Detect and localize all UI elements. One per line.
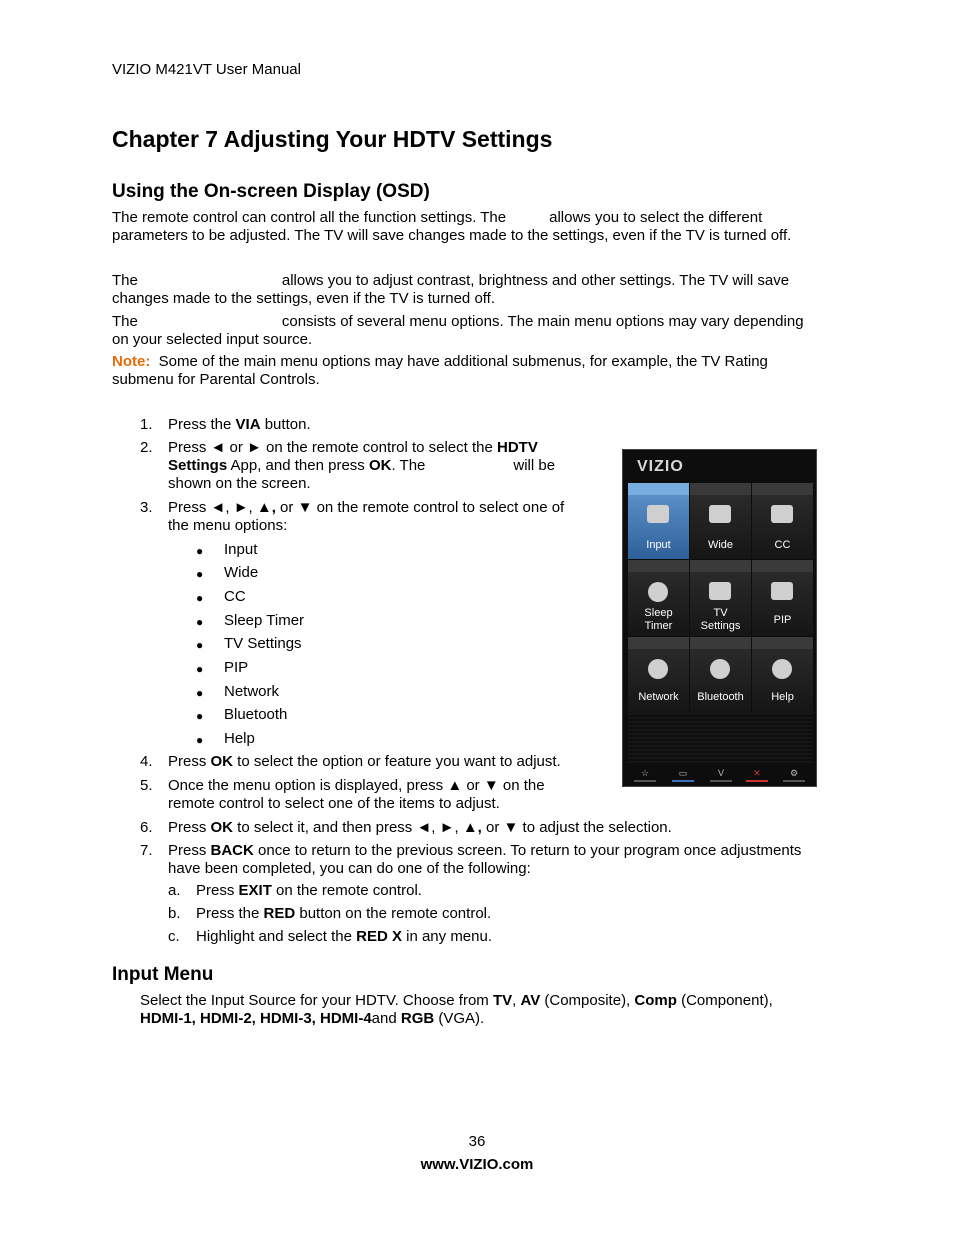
menu-empty-area	[628, 713, 813, 765]
input-bold: RGB	[400, 1010, 435, 1027]
tile-bluetooth[interactable]	[690, 637, 751, 713]
step-text: Once the menu option is displayed, press ▲ or ▼ on the	[168, 777, 545, 794]
menu-bottom-bar	[628, 768, 813, 782]
step-bold: Settings	[168, 457, 228, 474]
tv-settings-icon	[709, 582, 731, 600]
input-bold: AV	[520, 992, 541, 1009]
page-header: VIZIO M421VT User Manual	[112, 61, 301, 78]
tile-label: Wide	[707, 539, 734, 551]
step-number: 4.	[140, 753, 153, 770]
osd-para2-text-a: The	[112, 272, 138, 289]
question-icon	[772, 659, 792, 679]
chapter-title: Chapter 7 Adjusting Your HDTV Settings	[112, 126, 553, 152]
input-text: Select the Input Source for your HDTV. Choose from	[140, 992, 493, 1009]
step-number: 1.	[140, 416, 153, 433]
step-bold: BACK	[210, 842, 254, 859]
bullet-dot-icon: ●	[196, 709, 204, 723]
bullet-dot-icon: ●	[196, 733, 204, 747]
step-number: b.	[168, 905, 181, 922]
step-text: to select it, and then press ◄, ►,	[233, 819, 463, 836]
bluetooth-icon	[710, 659, 730, 679]
step-text: Highlight and select the	[196, 928, 357, 945]
step-text: Press the	[196, 905, 264, 922]
osd-paragraph-2	[112, 272, 842, 308]
step-text: App, and then press	[227, 457, 369, 474]
tile-label: PIP	[773, 614, 792, 626]
osd-paragraph-1	[112, 209, 842, 245]
bullet-text: TV Settings	[224, 635, 302, 652]
tile-label: Sleep Timer	[644, 607, 673, 632]
widget-icon[interactable]: ▭	[672, 768, 694, 782]
page-number: 36	[468, 1133, 486, 1150]
step-bold: RED X	[356, 928, 402, 945]
bullet-dot-icon: ●	[196, 686, 204, 700]
tile-wide[interactable]	[690, 483, 751, 559]
footer-url[interactable]: www.VIZIO.com	[420, 1156, 534, 1173]
osd-para1-text-a: The remote control can control all the function settings. The	[112, 209, 507, 226]
note-paragraph	[112, 353, 842, 389]
bullet-dot-icon: ●	[196, 544, 204, 558]
step-text: in any menu.	[401, 928, 493, 945]
input-text: (Composite),	[540, 992, 635, 1009]
note-text-2: submenu for Parental Controls.	[112, 371, 320, 388]
step-bold: OK	[368, 457, 392, 474]
osd-para3-text-a: The	[112, 313, 138, 330]
vizio-logo: VIZIO	[637, 458, 684, 475]
bullet-dot-icon: ●	[196, 638, 204, 652]
bullet-text: Bluetooth	[224, 706, 288, 723]
step-text: on the remote control.	[271, 882, 422, 899]
step-text: Press	[168, 842, 211, 859]
bullet-text: Network	[224, 683, 280, 700]
step-text: to select the option or feature you want to adjust.	[233, 753, 561, 770]
tv-menu-screenshot	[622, 449, 817, 787]
step-number: 3.	[140, 499, 153, 516]
tile-tv-settings[interactable]	[690, 560, 751, 636]
pip-screen-icon	[771, 582, 793, 600]
step-text: the menu options:	[168, 517, 288, 534]
globe-icon	[648, 659, 668, 679]
step-text: Press ◄ or ► on the remote control to select the	[168, 439, 498, 456]
osd-para1-text-c: parameters to be adjusted. The TV will save changes made to the settings, even if the TV is turned off.	[112, 227, 792, 244]
bullet-dot-icon: ●	[196, 567, 204, 581]
step-number: 2.	[140, 439, 153, 456]
osd-para1-text-b: allows you to select the different	[549, 209, 763, 226]
step-text: Press	[168, 819, 211, 836]
step-text: once to return to the previous screen. To return to your program once adjustments	[253, 842, 802, 859]
tile-label: Bluetooth	[697, 691, 744, 703]
tile-pip[interactable]	[752, 560, 813, 636]
bullet-dot-icon: ●	[196, 662, 204, 676]
step-text: or ▼ on the remote control to select one of	[275, 499, 565, 516]
step-text: shown on the screen.	[168, 475, 311, 492]
alarm-clock-icon	[648, 582, 668, 602]
step-text: have been completed, you can do one of the following:	[168, 860, 531, 877]
input-bold: HDMI-1, HDMI-2, HDMI-3, HDMI-4	[140, 1010, 372, 1027]
step-text: remote control to select one of the items to adjust.	[168, 795, 500, 812]
step-number: c.	[168, 928, 180, 945]
tile-label: CC	[774, 539, 791, 551]
input-cable-icon	[647, 505, 669, 523]
note-text: Some of the main menu options may have additional submenus, for example, the TV Rating	[158, 353, 768, 370]
tile-help[interactable]	[752, 637, 813, 713]
step-bold: ▲,	[256, 499, 276, 516]
osd-para2-text-c: changes made to the settings, even if the TV is turned off.	[112, 290, 496, 307]
osd-para2-text-b: allows you to adjust contrast, brightness and other settings. The TV will save	[281, 272, 790, 289]
step-text: button.	[260, 416, 311, 433]
osd-para3-text-c: on your selected input source.	[112, 331, 313, 348]
step-text: Press	[196, 882, 239, 899]
input-menu-paragraph	[140, 992, 840, 1028]
favorite-icon[interactable]: ☆	[634, 768, 656, 782]
step-bold: ▲,	[462, 819, 482, 836]
input-text: (VGA).	[434, 1010, 485, 1027]
tile-input[interactable]	[628, 483, 689, 559]
close-icon[interactable]: ✕	[746, 768, 768, 782]
closed-caption-icon	[771, 505, 793, 523]
bullet-text: Help	[224, 730, 255, 747]
step-text: will be	[513, 457, 556, 474]
tile-network[interactable]	[628, 637, 689, 713]
step-text: . The	[391, 457, 426, 474]
tile-label: TV Settings	[700, 607, 741, 632]
osd-paragraph-3	[112, 313, 842, 349]
step-bold: HDTV	[497, 439, 538, 456]
step-number: a.	[168, 882, 181, 899]
tile-sleep-timer[interactable]	[628, 560, 689, 636]
step-number: 5.	[140, 777, 153, 794]
tile-label: Help	[771, 691, 794, 703]
vizio-v-icon[interactable]: V	[710, 768, 732, 782]
tile-label: Input	[646, 539, 671, 551]
bullet-text: PIP	[224, 659, 249, 676]
note-label: Note:	[112, 353, 151, 370]
step-text: Press the	[168, 416, 236, 433]
input-text: ,	[512, 992, 521, 1009]
input-bold: Comp	[634, 992, 677, 1009]
bullet-dot-icon: ●	[196, 615, 204, 629]
tile-label: Network	[638, 691, 679, 703]
step-number: 6.	[140, 819, 153, 836]
step-bold: OK	[210, 753, 234, 770]
step-bold: VIA	[235, 416, 261, 433]
step-text: or ▼ to adjust the selection.	[481, 819, 672, 836]
gear-icon[interactable]: ⚙	[783, 768, 805, 782]
bullet-dot-icon: ●	[196, 591, 204, 605]
step-text: Press ◄, ►,	[168, 499, 257, 516]
tv-screen-icon	[709, 505, 731, 523]
input-bold: TV	[492, 992, 513, 1009]
osd-para3-text-b: consists of several menu options. The main menu options may vary depending	[281, 313, 804, 330]
step-bold: RED	[263, 905, 296, 922]
bullet-text: Input	[224, 541, 258, 558]
step-number: 7.	[140, 842, 153, 859]
step-bold: EXIT	[238, 882, 272, 899]
step-text: button on the remote control.	[295, 905, 492, 922]
osd-heading: Using the On-screen Display (OSD)	[112, 181, 430, 202]
bullet-text: Wide	[224, 564, 259, 581]
bullet-text: CC	[224, 588, 246, 605]
input-menu-heading: Input Menu	[112, 964, 214, 985]
input-text: (Component),	[676, 992, 773, 1009]
bullet-text: Sleep Timer	[224, 612, 305, 629]
step-bold: OK	[210, 819, 234, 836]
input-text: and	[371, 1010, 401, 1027]
step-text: Press	[168, 753, 211, 770]
tile-cc[interactable]	[752, 483, 813, 559]
